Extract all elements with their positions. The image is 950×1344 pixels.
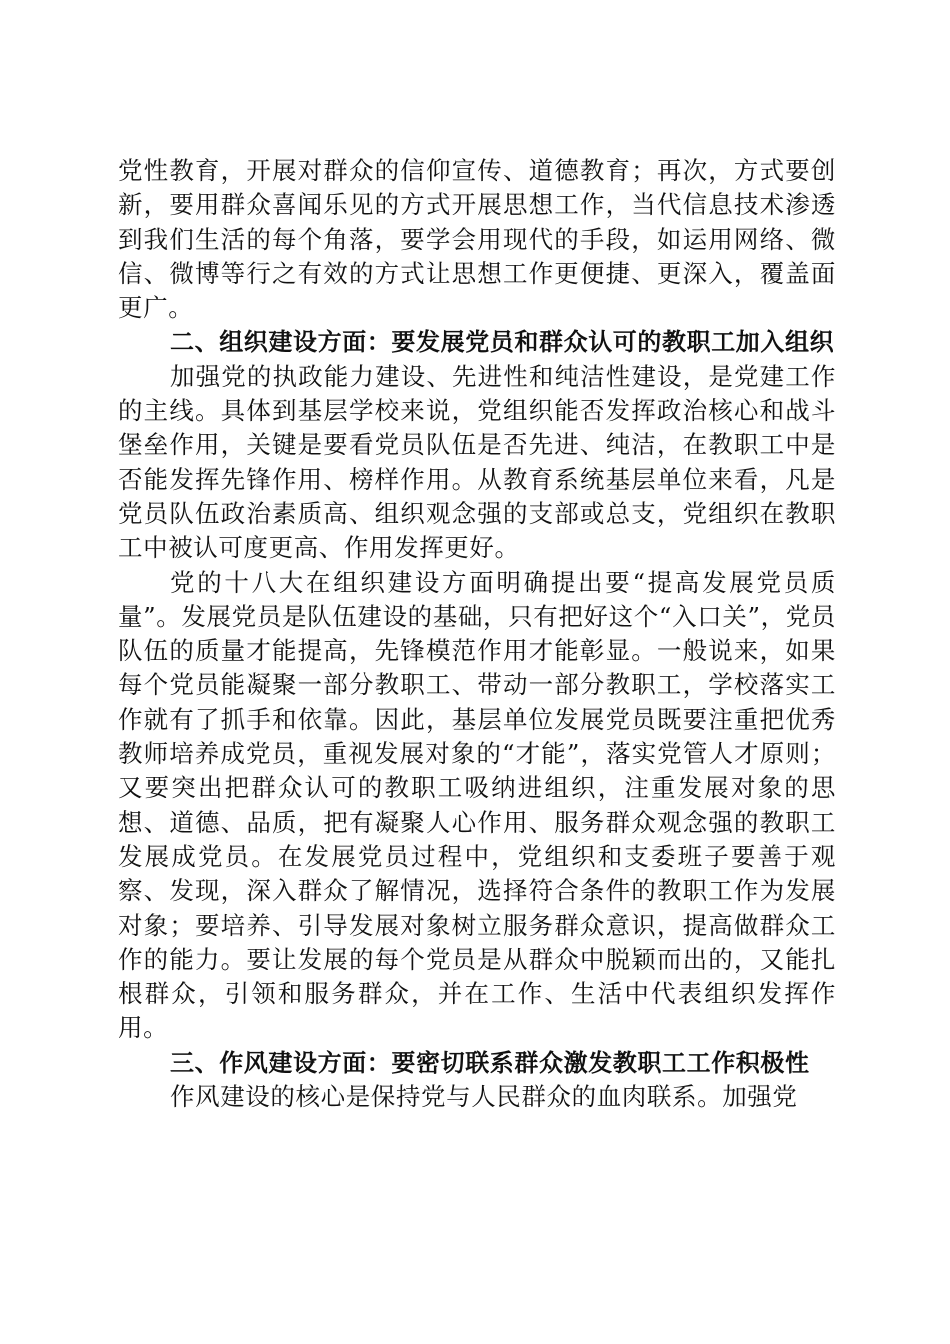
paragraph-body: 党性教育，开展对群众的信仰宣传、道德教育；再次，方式要创新，要用群众喜闻乐见的方式开展思想工作，当代信息技术渗透到我们生活的每个角落，要学会用现代的手段，如运用网络、微信、微博等行之有效的方式让思想工作更便捷、更深入，覆盖面更广。: [118, 156, 836, 323]
paragraph-body: 作风建设的核心是保持党与人民群众的血肉联系。加强党: [170, 1082, 798, 1112]
paragraph-body: 加强党的执政能力建设、先进性和纯洁性建设，是党建工作的主线。具体到基层学校来说，党组织能否发挥政治核心和战斗堡垒作用，关键是要看党员队伍是否先进、纯洁，在教职工中是否能发挥先锋作用、榜样作用。从教育系统基层单位来看，凡是党员队伍政治素质高、组织观念强的支部或总支，党组织在教职工中被认可度更高、作用发挥更好。: [118, 361, 836, 563]
section-heading-work-style: 三、作风建设方面：要密切联系群众激发教职工工作积极性: [170, 1048, 810, 1077]
section-heading-organization: 二、组织建设方面：要发展党员和群众认可的教职工加入组织: [170, 328, 835, 357]
paragraph-body: 党的十八大在组织建设方面明确提出要“提高发展党员质量”。发展党员是队伍建设的基础，只有把好这个“入口关”，党员队伍的质量才能提高，先锋模范作用才能彰显。一般说来，如果每个党员能凝聚一部分教职工、带动一部分教职工，学校落实工作就有了抓手和依靠。因此，基层单位发展党员既要注重把优秀教师培养成党员，重视发展对象的“才能”，落实党管人才原则；又要突出把群众认可的教职工吸纳进组织，注重发展对象的思想、道德、品质，把有凝聚人心作用、服务群众观念强的教职工发展成党员。在发展党员过程中，党组织和支委班子要善于观察、发现，深入群众了解情况，选择符合条件的教职工作为发展对象；要培养、引导发展对象树立服务群众意识，提高做群众工作的能力。要让发展的每个党员是从群众中脱颖而出的，又能扎根群众，引领和服务群众，并在工作、生活中代表组织发挥作用。: [118, 567, 836, 1043]
document-page: [118, 154, 836, 1114]
